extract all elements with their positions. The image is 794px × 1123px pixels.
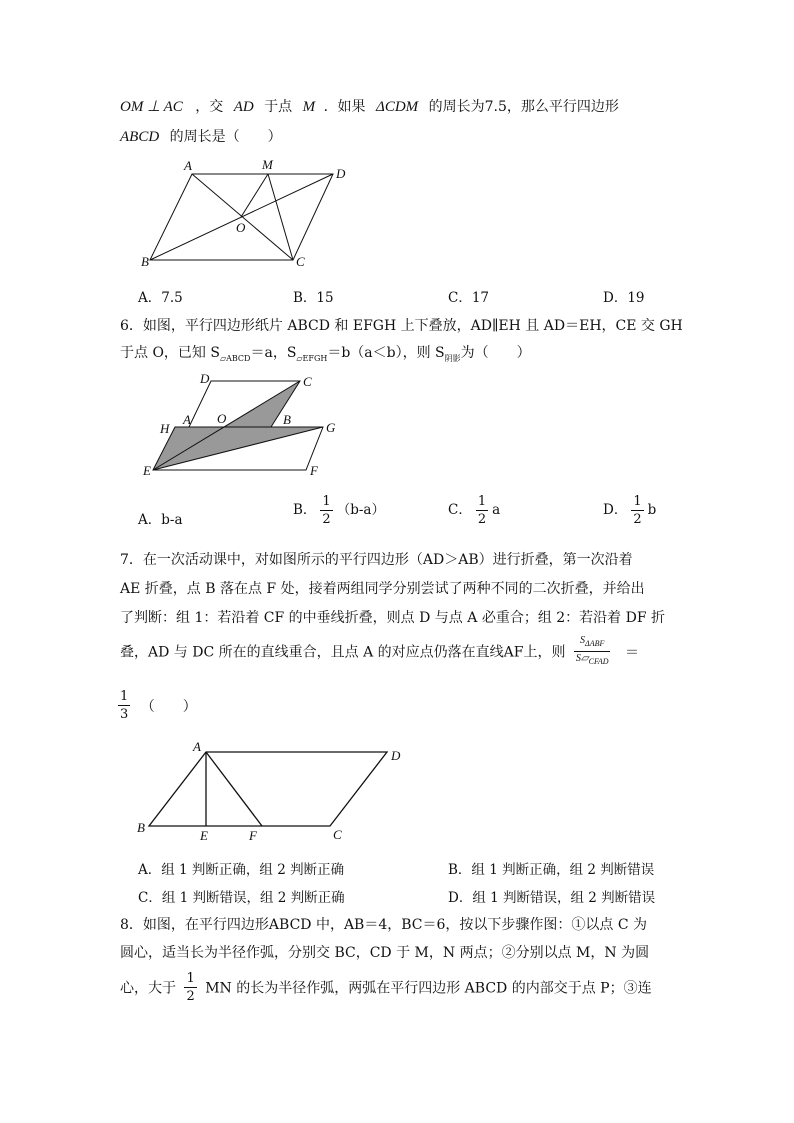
q5-expr-om-perp-ac: OM ⊥ AC bbox=[120, 99, 183, 115]
q7-label-a: A bbox=[193, 739, 201, 754]
q7-subscript: ΔABF bbox=[585, 639, 605, 648]
q8-stem-line-3 bbox=[120, 970, 652, 1005]
q8-text: 心，大于 bbox=[120, 980, 176, 997]
q6-label-f: F bbox=[310, 463, 318, 478]
q5-text: ，交 bbox=[195, 99, 224, 115]
fraction-denominator: 2 bbox=[322, 512, 331, 527]
fraction-denominator bbox=[574, 651, 611, 669]
q7-label-c: C bbox=[333, 827, 342, 842]
q6-subscript: ▱ABCD bbox=[219, 353, 251, 363]
q6-option-a[interactable]: A．b-a bbox=[138, 512, 183, 528]
q7-stem-line-5 bbox=[118, 688, 197, 723]
q7-option-d[interactable]: D．组 1 判断错误，组 2 判断错误 bbox=[448, 890, 656, 906]
q5-figure-parallelogram bbox=[140, 158, 350, 270]
q7-stem-line-4 bbox=[120, 634, 639, 669]
q6-stem-line-2 bbox=[120, 342, 531, 364]
q8-stem-line-1: 8．如图，在平行四边形ABCD 中，AB＝4，BC＝6，按以下步骤作图：①以点 C 为 bbox=[120, 917, 648, 933]
q5-text: 于点 bbox=[264, 99, 293, 115]
q6-option-c[interactable] bbox=[448, 493, 500, 528]
q5-stem-line-1 bbox=[120, 96, 619, 116]
q6-option-c-fraction bbox=[476, 493, 488, 528]
q7-option-c[interactable]: C．组 1 判断错误，组 2 判断正确 bbox=[138, 890, 345, 906]
q6-subscript: 阴影 bbox=[444, 353, 461, 363]
q5-option-d[interactable]: D．19 bbox=[603, 290, 645, 306]
q7-stem-line-1: 7．在一次活动课中，对如图所示的平行四边形（AD＞AB）进行折叠，第一次沿着 bbox=[120, 552, 633, 568]
q5-label-b: B bbox=[141, 254, 149, 269]
q7-segment-af bbox=[206, 752, 262, 826]
q6-text: ＝a，S bbox=[250, 345, 297, 361]
q8-text: MN 的长为半径作弧，两弧在平行四边形 ABCD 的内部交于点 P；③连 bbox=[205, 980, 652, 997]
q7-area-ratio-fraction bbox=[574, 634, 611, 669]
q7-figure-parallelogram-fold bbox=[134, 738, 414, 846]
fraction-numerator: 1 bbox=[477, 494, 487, 509]
q7-subscript: CFAD bbox=[588, 657, 609, 666]
fraction-numerator: 1 bbox=[186, 971, 195, 986]
q7-text: S bbox=[580, 635, 586, 646]
q7-stem-line-3: 了判断：组 1：若沿着 CF 的中垂线折叠，则点 D 与点 A 必重合；组 2：若沿着 DF 折 bbox=[120, 610, 666, 626]
q6-option-b-suffix: （b-a） bbox=[336, 502, 385, 518]
q5-segment-mc bbox=[268, 174, 293, 260]
q7-text: S▱ bbox=[575, 653, 589, 664]
q7-label-e: E bbox=[200, 828, 208, 843]
q6-text: ＝b（a＜b），则 S bbox=[327, 345, 445, 361]
q8-half-fraction bbox=[184, 970, 196, 1005]
q6-label-o: O bbox=[217, 411, 227, 426]
q5-label-m: M bbox=[262, 157, 273, 172]
q6-label-a: A bbox=[183, 412, 191, 427]
q5-expr-abcd: ABCD bbox=[120, 129, 160, 145]
q6-option-c-prefix: C． bbox=[448, 502, 472, 518]
q6-label-c: C bbox=[303, 374, 312, 389]
q6-option-d[interactable] bbox=[603, 493, 656, 528]
fraction-denominator: 2 bbox=[186, 989, 195, 1004]
q7-option-a[interactable]: A．组 1 判断正确，组 2 判断正确 bbox=[138, 862, 345, 878]
q6-option-b-prefix: B． bbox=[293, 502, 317, 518]
q5-option-a[interactable]: A．7.5 bbox=[138, 290, 183, 306]
fraction-numerator: 1 bbox=[120, 689, 129, 704]
q7-option-b[interactable]: B．组 1 判断正确，组 2 判断错误 bbox=[448, 862, 655, 878]
q6-label-d: D bbox=[200, 371, 210, 386]
q6-subscript: ▱EFGH bbox=[296, 353, 328, 363]
q5-label-d: D bbox=[336, 166, 346, 181]
q6-figure-overlapping-parallelograms bbox=[140, 370, 350, 482]
q7-one-third-fraction bbox=[118, 688, 130, 723]
q5-expr-cdm: ΔCDM bbox=[376, 99, 419, 115]
q6-label-h: H bbox=[160, 421, 170, 436]
q6-text: 为（ ） bbox=[460, 345, 531, 361]
q5-stem-line-2 bbox=[120, 126, 282, 146]
fraction-denominator: 2 bbox=[477, 512, 487, 527]
q6-option-d-prefix: D． bbox=[603, 502, 628, 518]
q7-stem-line-2: AE 折叠，点 B 落在点 F 处，接着两组同学分别尝试了两种不同的二次折叠，并给出 bbox=[120, 581, 645, 597]
q6-option-d-fraction bbox=[631, 493, 643, 528]
q5-option-b[interactable]: B．15 bbox=[293, 290, 334, 306]
q7-label-d: D bbox=[391, 748, 401, 763]
q5-text: 的周长是（ ） bbox=[169, 129, 282, 145]
q6-option-c-suffix: a bbox=[492, 502, 501, 518]
q5-option-c[interactable]: C．17 bbox=[448, 290, 490, 306]
q6-option-b[interactable] bbox=[293, 493, 385, 528]
fraction-numerator: 1 bbox=[633, 494, 642, 509]
q7-equals: ＝ bbox=[624, 644, 639, 661]
q6-stem-line-1: 6．如图，平行四边形纸片 ABCD 和 EFGH 上下叠放，AD∥EH 且 AD＝EH，CE 交 GH bbox=[120, 318, 683, 334]
fraction-denominator: 2 bbox=[633, 512, 642, 527]
q5-text: ．如果 bbox=[323, 99, 366, 115]
q6-option-d-suffix: b bbox=[647, 502, 657, 518]
q7-label-b: B bbox=[137, 820, 145, 835]
q6-label-e: E bbox=[143, 463, 151, 478]
q7-label-f: F bbox=[249, 828, 257, 843]
q5-label-a: A bbox=[184, 158, 192, 173]
q6-option-b-fraction bbox=[320, 493, 332, 528]
q7-parallelogram-abcd bbox=[149, 752, 387, 826]
q5-expr-ad: AD bbox=[233, 99, 254, 115]
q7-text: （ ） bbox=[140, 698, 197, 715]
q6-label-b: B bbox=[283, 412, 291, 427]
q5-expr-m: M bbox=[302, 99, 316, 115]
fraction-denominator: 3 bbox=[120, 707, 129, 722]
q5-label-c: C bbox=[296, 254, 305, 269]
q6-label-g: G bbox=[326, 420, 336, 435]
q7-text: 叠，AD 与 DC 所在的直线重合，且点 A 的对应点仍落在直线AF上，则 bbox=[120, 644, 566, 661]
fraction-numerator: 1 bbox=[322, 494, 331, 509]
q6-text: 于点 O，已知 S bbox=[120, 345, 220, 361]
q5-text: 的周长为7.5，那么平行四边形 bbox=[428, 99, 619, 115]
fraction-numerator bbox=[580, 634, 604, 651]
q8-stem-line-2: 圆心，适当长为半径作弧，分别交 BC，CD 于 M，N 两点；②分别以点 M，N 为圆 bbox=[120, 945, 650, 961]
q5-label-o: O bbox=[236, 220, 246, 235]
q6-segment-ce bbox=[153, 381, 300, 470]
